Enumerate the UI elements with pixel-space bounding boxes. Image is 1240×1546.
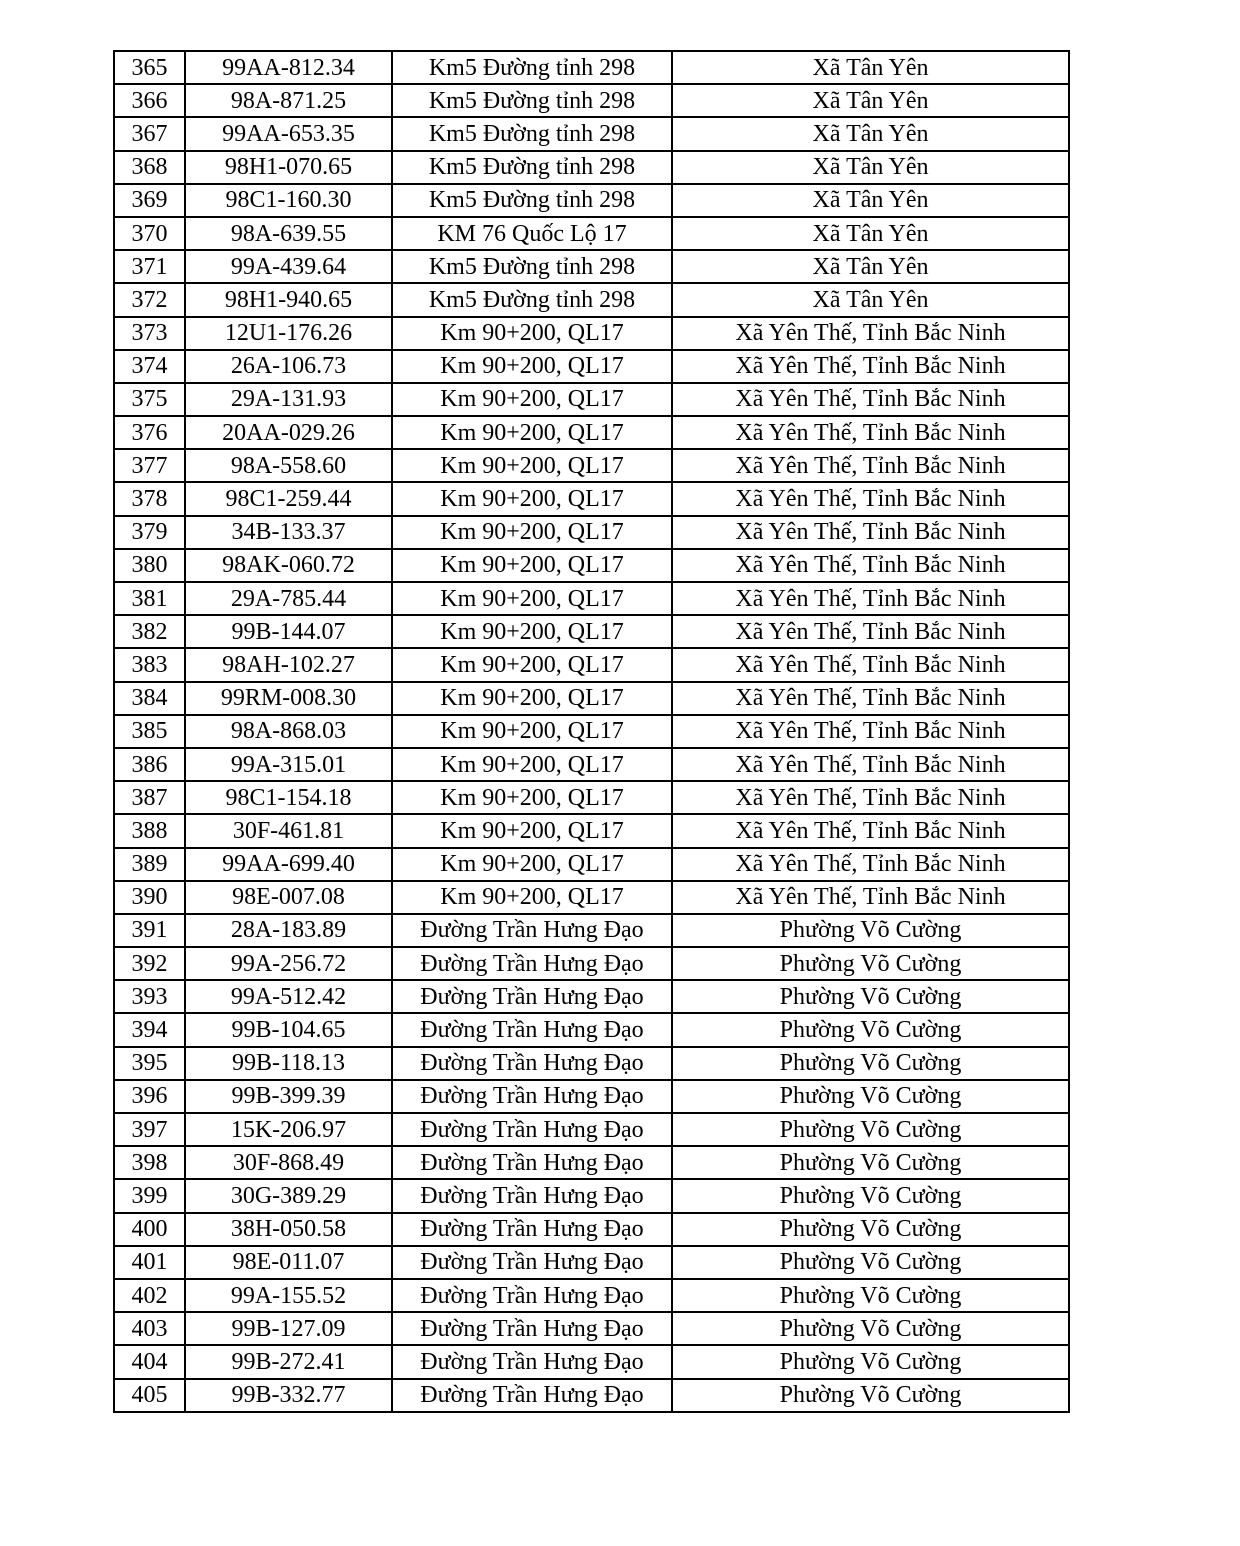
license-plate-cell: 99AA-812.34	[185, 51, 392, 84]
license-plate-cell: 38H-050.58	[185, 1213, 392, 1246]
license-plate-cell: 99A-256.72	[185, 947, 392, 980]
ward-cell: Xã Yên Thế, Tỉnh Bắc Ninh	[672, 715, 1069, 748]
license-plate-cell: 98H1-070.65	[185, 151, 392, 184]
ward-cell: Xã Yên Thế, Tỉnh Bắc Ninh	[672, 648, 1069, 681]
row-number-cell: 384	[114, 682, 185, 715]
table-row	[114, 1279, 1069, 1312]
location-cell: Km5 Đường tỉnh 298	[392, 84, 672, 117]
license-plate-cell: 26A-106.73	[185, 350, 392, 383]
table-row	[114, 781, 1069, 814]
table-row	[114, 283, 1069, 316]
row-number-cell: 402	[114, 1279, 185, 1312]
row-number-cell: 377	[114, 449, 185, 482]
table-row	[114, 350, 1069, 383]
table-row	[114, 1312, 1069, 1345]
location-cell: Đường Trần Hưng Đạo	[392, 1213, 672, 1246]
ward-cell: Xã Tân Yên	[672, 84, 1069, 117]
ward-cell: Xã Yên Thế, Tỉnh Bắc Ninh	[672, 582, 1069, 615]
ward-cell: Xã Tân Yên	[672, 217, 1069, 250]
location-cell: Km 90+200, QL17	[392, 416, 672, 449]
location-cell: Km 90+200, QL17	[392, 317, 672, 350]
table-row	[114, 715, 1069, 748]
row-number-cell: 390	[114, 881, 185, 914]
ward-cell: Xã Yên Thế, Tỉnh Bắc Ninh	[672, 549, 1069, 582]
row-number-cell: 365	[114, 51, 185, 84]
license-plate-cell: 98AK-060.72	[185, 549, 392, 582]
ward-cell: Xã Yên Thế, Tỉnh Bắc Ninh	[672, 449, 1069, 482]
ward-cell: Xã Tân Yên	[672, 283, 1069, 316]
license-plate-cell: 34B-133.37	[185, 516, 392, 549]
location-cell: Km 90+200, QL17	[392, 615, 672, 648]
license-plate-cell: 98A-871.25	[185, 84, 392, 117]
row-number-cell: 404	[114, 1345, 185, 1378]
license-plate-cell: 98AH-102.27	[185, 648, 392, 681]
location-cell: Km 90+200, QL17	[392, 516, 672, 549]
ward-cell: Xã Yên Thế, Tỉnh Bắc Ninh	[672, 383, 1069, 416]
table-row	[114, 980, 1069, 1013]
license-plate-cell: 99AA-653.35	[185, 117, 392, 150]
table-body	[114, 51, 1069, 1412]
ward-cell: Xã Tân Yên	[672, 117, 1069, 150]
location-cell: Km5 Đường tỉnh 298	[392, 283, 672, 316]
license-plate-cell: 98A-639.55	[185, 217, 392, 250]
license-plate-cell: 99B-399.39	[185, 1080, 392, 1113]
row-number-cell: 387	[114, 781, 185, 814]
table-row	[114, 1080, 1069, 1113]
ward-cell: Xã Yên Thế, Tỉnh Bắc Ninh	[672, 881, 1069, 914]
license-plate-cell: 30F-868.49	[185, 1146, 392, 1179]
ward-cell: Xã Yên Thế, Tỉnh Bắc Ninh	[672, 814, 1069, 847]
location-cell: Km 90+200, QL17	[392, 781, 672, 814]
row-number-cell: 375	[114, 383, 185, 416]
license-plate-cell: 99AA-699.40	[185, 848, 392, 881]
ward-cell: Phường Võ Cường	[672, 914, 1069, 947]
ward-cell: Phường Võ Cường	[672, 1312, 1069, 1345]
row-number-cell: 394	[114, 1013, 185, 1046]
row-number-cell: 383	[114, 648, 185, 681]
license-plate-cell: 98H1-940.65	[185, 283, 392, 316]
location-cell: Đường Trần Hưng Đạo	[392, 980, 672, 1013]
ward-cell: Xã Tân Yên	[672, 51, 1069, 84]
location-cell: Km5 Đường tỉnh 298	[392, 184, 672, 217]
location-cell: Km 90+200, QL17	[392, 549, 672, 582]
license-plate-cell: 99A-512.42	[185, 980, 392, 1013]
row-number-cell: 405	[114, 1379, 185, 1412]
ward-cell: Xã Yên Thế, Tỉnh Bắc Ninh	[672, 350, 1069, 383]
row-number-cell: 366	[114, 84, 185, 117]
location-cell: Km 90+200, QL17	[392, 383, 672, 416]
table-row	[114, 748, 1069, 781]
row-number-cell: 372	[114, 283, 185, 316]
row-number-cell: 378	[114, 482, 185, 515]
ward-cell: Phường Võ Cường	[672, 1146, 1069, 1179]
location-cell: Đường Trần Hưng Đạo	[392, 1047, 672, 1080]
license-plate-cell: 98E-007.08	[185, 881, 392, 914]
ward-cell: Xã Yên Thế, Tỉnh Bắc Ninh	[672, 781, 1069, 814]
table-row	[114, 184, 1069, 217]
row-number-cell: 397	[114, 1113, 185, 1146]
license-plate-cell: 98A-868.03	[185, 715, 392, 748]
row-number-cell: 379	[114, 516, 185, 549]
ward-cell: Xã Tân Yên	[672, 250, 1069, 283]
table-row	[114, 1146, 1069, 1179]
location-cell: Km 90+200, QL17	[392, 449, 672, 482]
location-cell: Km 90+200, QL17	[392, 648, 672, 681]
ward-cell: Phường Võ Cường	[672, 947, 1069, 980]
license-plate-cell: 98C1-259.44	[185, 482, 392, 515]
location-cell: Đường Trần Hưng Đạo	[392, 1246, 672, 1279]
license-plate-cell: 99B-104.65	[185, 1013, 392, 1046]
table-row	[114, 1379, 1069, 1412]
ward-cell: Phường Võ Cường	[672, 1246, 1069, 1279]
table-row	[114, 482, 1069, 515]
table-row	[114, 881, 1069, 914]
row-number-cell: 368	[114, 151, 185, 184]
location-cell: Km 90+200, QL17	[392, 748, 672, 781]
license-plate-cell: 99B-332.77	[185, 1379, 392, 1412]
table-row	[114, 449, 1069, 482]
license-plate-cell: 98C1-154.18	[185, 781, 392, 814]
license-plate-cell: 99A-439.64	[185, 250, 392, 283]
license-plate-cell: 15K-206.97	[185, 1113, 392, 1146]
table-row	[114, 648, 1069, 681]
row-number-cell: 381	[114, 582, 185, 615]
location-cell: Km 90+200, QL17	[392, 715, 672, 748]
table-row	[114, 615, 1069, 648]
row-number-cell: 376	[114, 416, 185, 449]
location-cell: Đường Trần Hưng Đạo	[392, 1080, 672, 1113]
ward-cell: Xã Tân Yên	[672, 184, 1069, 217]
ward-cell: Phường Võ Cường	[672, 980, 1069, 1013]
location-cell: KM 76 Quốc Lộ 17	[392, 217, 672, 250]
ward-cell: Xã Tân Yên	[672, 151, 1069, 184]
location-cell: Km 90+200, QL17	[392, 582, 672, 615]
row-number-cell: 373	[114, 317, 185, 350]
license-plate-cell: 98A-558.60	[185, 449, 392, 482]
license-plate-cell: 98C1-160.30	[185, 184, 392, 217]
table-row	[114, 51, 1069, 84]
row-number-cell: 370	[114, 217, 185, 250]
location-cell: Km 90+200, QL17	[392, 350, 672, 383]
license-plate-cell: 29A-131.93	[185, 383, 392, 416]
location-cell: Km 90+200, QL17	[392, 814, 672, 847]
license-plate-cell: 29A-785.44	[185, 582, 392, 615]
table-row	[114, 416, 1069, 449]
row-number-cell: 400	[114, 1213, 185, 1246]
row-number-cell: 398	[114, 1146, 185, 1179]
ward-cell: Xã Yên Thế, Tỉnh Bắc Ninh	[672, 516, 1069, 549]
location-cell: Đường Trần Hưng Đạo	[392, 1279, 672, 1312]
table-row	[114, 1047, 1069, 1080]
location-cell: Km5 Đường tỉnh 298	[392, 51, 672, 84]
table-row	[114, 383, 1069, 416]
table-row	[114, 582, 1069, 615]
license-plate-cell: 20AA-029.26	[185, 416, 392, 449]
row-number-cell: 393	[114, 980, 185, 1013]
table-row	[114, 84, 1069, 117]
row-number-cell: 401	[114, 1246, 185, 1279]
row-number-cell: 380	[114, 549, 185, 582]
license-plate-cell: 99B-118.13	[185, 1047, 392, 1080]
table-row	[114, 1179, 1069, 1212]
row-number-cell: 367	[114, 117, 185, 150]
row-number-cell: 385	[114, 715, 185, 748]
violation-table	[113, 50, 1070, 1413]
license-plate-cell: 99A-155.52	[185, 1279, 392, 1312]
table-row	[114, 914, 1069, 947]
ward-cell: Phường Võ Cường	[672, 1213, 1069, 1246]
license-plate-cell: 99A-315.01	[185, 748, 392, 781]
ward-cell: Xã Yên Thế, Tỉnh Bắc Ninh	[672, 682, 1069, 715]
location-cell: Đường Trần Hưng Đạo	[392, 1013, 672, 1046]
table-row	[114, 947, 1069, 980]
location-cell: Đường Trần Hưng Đạo	[392, 1113, 672, 1146]
row-number-cell: 399	[114, 1179, 185, 1212]
ward-cell: Xã Yên Thế, Tỉnh Bắc Ninh	[672, 848, 1069, 881]
table-row	[114, 317, 1069, 350]
location-cell: Đường Trần Hưng Đạo	[392, 1179, 672, 1212]
row-number-cell: 403	[114, 1312, 185, 1345]
row-number-cell: 369	[114, 184, 185, 217]
table-row	[114, 1213, 1069, 1246]
license-plate-cell: 28A-183.89	[185, 914, 392, 947]
location-cell: Km5 Đường tỉnh 298	[392, 151, 672, 184]
ward-cell: Xã Yên Thế, Tỉnh Bắc Ninh	[672, 317, 1069, 350]
location-cell: Đường Trần Hưng Đạo	[392, 1312, 672, 1345]
ward-cell: Phường Võ Cường	[672, 1345, 1069, 1378]
ward-cell: Phường Võ Cường	[672, 1179, 1069, 1212]
row-number-cell: 386	[114, 748, 185, 781]
ward-cell: Phường Võ Cường	[672, 1013, 1069, 1046]
location-cell: Đường Trần Hưng Đạo	[392, 947, 672, 980]
ward-cell: Xã Yên Thế, Tỉnh Bắc Ninh	[672, 748, 1069, 781]
table-row	[114, 516, 1069, 549]
ward-cell: Phường Võ Cường	[672, 1080, 1069, 1113]
row-number-cell: 395	[114, 1047, 185, 1080]
license-plate-cell: 99B-144.07	[185, 615, 392, 648]
table-row	[114, 1345, 1069, 1378]
ward-cell: Xã Yên Thế, Tỉnh Bắc Ninh	[672, 416, 1069, 449]
location-cell: Đường Trần Hưng Đạo	[392, 1379, 672, 1412]
row-number-cell: 391	[114, 914, 185, 947]
table-row	[114, 549, 1069, 582]
ward-cell: Xã Yên Thế, Tỉnh Bắc Ninh	[672, 615, 1069, 648]
location-cell: Km 90+200, QL17	[392, 848, 672, 881]
location-cell: Đường Trần Hưng Đạo	[392, 1345, 672, 1378]
license-plate-cell: 99RM-008.30	[185, 682, 392, 715]
row-number-cell: 371	[114, 250, 185, 283]
location-cell: Km 90+200, QL17	[392, 682, 672, 715]
row-number-cell: 396	[114, 1080, 185, 1113]
location-cell: Km5 Đường tỉnh 298	[392, 250, 672, 283]
row-number-cell: 382	[114, 615, 185, 648]
ward-cell: Phường Võ Cường	[672, 1279, 1069, 1312]
license-plate-cell: 30G-389.29	[185, 1179, 392, 1212]
table-row	[114, 250, 1069, 283]
table-row	[114, 217, 1069, 250]
table-row	[114, 1113, 1069, 1146]
ward-cell: Phường Võ Cường	[672, 1047, 1069, 1080]
location-cell: Km 90+200, QL17	[392, 881, 672, 914]
table-row	[114, 117, 1069, 150]
table-row	[114, 848, 1069, 881]
ward-cell: Phường Võ Cường	[672, 1379, 1069, 1412]
location-cell: Đường Trần Hưng Đạo	[392, 914, 672, 947]
table-row	[114, 1246, 1069, 1279]
license-plate-cell: 12U1-176.26	[185, 317, 392, 350]
table-row	[114, 814, 1069, 847]
license-plate-cell: 99B-272.41	[185, 1345, 392, 1378]
location-cell: Đường Trần Hưng Đạo	[392, 1146, 672, 1179]
table-row	[114, 151, 1069, 184]
location-cell: Km 90+200, QL17	[392, 482, 672, 515]
row-number-cell: 388	[114, 814, 185, 847]
ward-cell: Phường Võ Cường	[672, 1113, 1069, 1146]
table-row	[114, 682, 1069, 715]
row-number-cell: 389	[114, 848, 185, 881]
license-plate-cell: 99B-127.09	[185, 1312, 392, 1345]
license-plate-cell: 98E-011.07	[185, 1246, 392, 1279]
row-number-cell: 392	[114, 947, 185, 980]
ward-cell: Xã Yên Thế, Tỉnh Bắc Ninh	[672, 482, 1069, 515]
row-number-cell: 374	[114, 350, 185, 383]
table-row	[114, 1013, 1069, 1046]
location-cell: Km5 Đường tỉnh 298	[392, 117, 672, 150]
license-plate-cell: 30F-461.81	[185, 814, 392, 847]
